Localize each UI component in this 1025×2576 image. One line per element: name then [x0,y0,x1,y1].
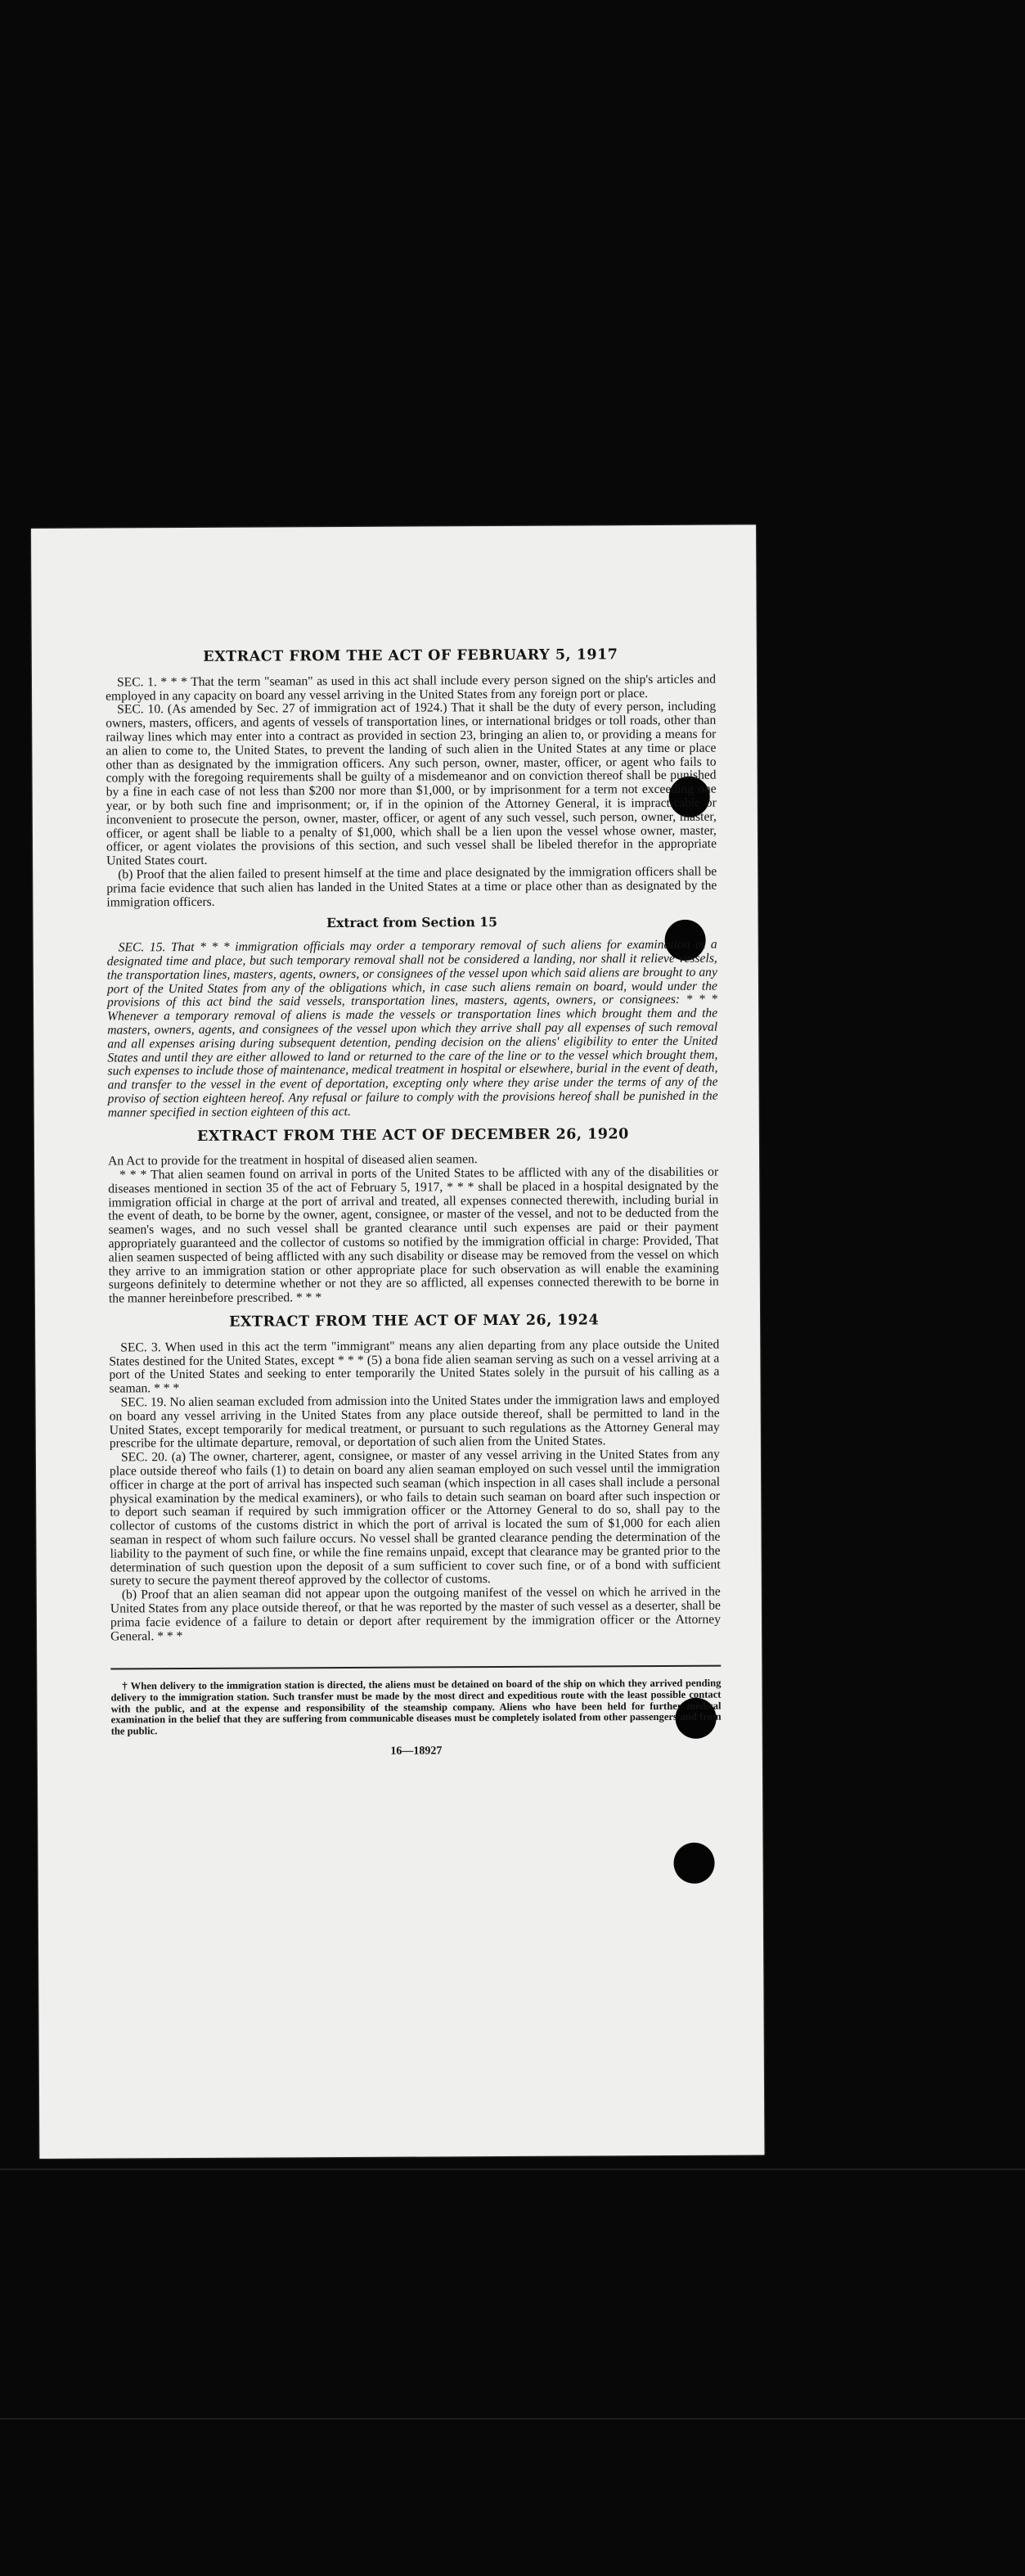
punch-hole [673,1843,714,1884]
sec-20-b-paragraph: (b) Proof that an alien seaman did not appear upon the outgoing manifest of the vessel on which he arrived in the United States from any place outside thereof, or that he was reported by the master of such vessel as a deserter, shall be prima facie evidence of a failure to detain or deport after requirement by the immigration officer or the Attorney General. * * * [110,1584,722,1644]
sec-10-b-paragraph: (b) Proof that the alien failed to present himself at the time and place designated by the immigration officers shall be prima facie evidence that such alien has landed in the United States at a time or place other than as designated by the immigration officers. [106,864,717,910]
sec-1-paragraph: SEC. 1. * * * That the term "seaman" as used in this act shall include every person signed on the ship's articles and employed in any capacity on board any vessel arriving in the United States from any foreign port or place. [106,672,717,704]
document-page [31,525,764,2159]
sec-3-paragraph: SEC. 3. When used in this act the term "immigrant" means any alien departing from any place outside the United States destined for the United States, except * * * (5) a bona fide alien seaman serving as such on a vessel arriving at a port of the United States and seeking to enter temporarily the United States solely in the pursuit of his calling as a seaman. * * * [109,1337,720,1396]
act-1917-section [106,648,718,1120]
act-1917-heading: EXTRACT FROM THE ACT OF FEBRUARY 5, 1917 [203,646,618,665]
footnote [110,1665,721,1737]
sec-10-paragraph: SEC. 10. (As amended by Sec. 27 of immigration act of 1924.) That it shall be the duty of every person, including owners, masters, officers, and agents of vessels of transportation lines, or international bridges or toll roads, other than railway lines which may enter into a contract as provided in section 23, bringing an alien to, or providing a means for an alien to come to, the United States, to prevent the landing of such alien in the United States at any time or place other than as designated by the immigration officers. Any such person, owner, master, officer, or agent who fails to comply with the foregoing requirements shall be guilty of a misdemeanor and on conviction thereof shall be punished by a fine in each case of not less than $200 nor more than $1,000, or by imprisonment for a term not exceeding one year, or by both such fine and imprisonment; or, if in the opinion of the Attorney General, it is impracticable or inconvenient to prosecute the person, owner, master, officer, or agent of any such vessel, such person, owner, master, officer, or agent shall be liable to a penalty of $1,000, which shall be a lien upon the vessel whose owner, master, officer, or agent violates the provisions of this section, and such vessel shall be libeled therefor in the appropriate United States court. [106,700,717,868]
sec-15-paragraph: SEC. 15. That * * * immigration officials may order a temporary removal of such aliens for examination at a designated time and place, but such temporary removal shall not be considered a landing, nor shall it relieve vessels, the transportation lines, masters, agents, owners, or consignees of the vessel upon which said aliens are brought to any port of the United States from any of the obligations which, in case such aliens remain on board, would under the provisions of this act bind the said vessels, transportation lines, masters, agents, owners, or consignees: * * * Whenever a temporary removal of aliens is made the vessels or transportation lines which brought them and the masters, owners, agents, and consignees of the vessel upon which they arrive shall pay all expenses of such removal and all expenses arising during subsequent detention, pending decision on the aliens' eligibility to enter the United States and until they are either allowed to land or returned to the care of the line or to the vessel which brought them, such expenses to include those of maintenance, medical treatment in hospital or elsewhere, burial in the event of death, and transfer to the vessel in the event of deportation, excepting only where they arise under the terms of any of the proviso of section eighteen hereof. Any refusal or failure to comply with the provisions hereof shall be punished in the manner specified in section eighteen of this act. [106,937,718,1120]
section-15-subheading: Extract from Section 15 [326,914,497,931]
act-1920-section [108,1127,719,1306]
act-1920-intro: An Act to provide for the treatment in hospital of diseased alien seamen. [108,1152,478,1169]
act-1920-paragraph: * * * That alien seamen found on arrival in ports of the United States to be afflicted with any of the disabilities or diseases mentioned in section 35 of the act of February 5, 1917, * * * shall be placed in a hospital designated by the immigration official in charge at the port of arrival and treated, all expenses connected therewith, including burial in the event of death, to be borne by the owner, agent, consignee, or master of the vessel, and not to be deducted from the seamen's wages, and no such vessel shall be granted clearance until such expenses are paid or their payment appropriately guaranteed and the collector of customs so notified by the immigration official in charge: Provided, That alien seamen suspected of being afflicted with any such disability or disease may be removed from the vessel on which they arrive to an immigration station or other appropriate place for such observation as will enable the examining surgeons definitely to determine whether or not they are so afflicted, all expenses connected therewith to be borne in the manner hereinbefore prescribed. * * * [108,1164,719,1306]
act-1924-section [109,1313,721,1644]
footnote-text: † When delivery to the immigration station is directed, the aliens must be detained on board of the ship on which they arrived pending delivery to the immigration station. Such transfer must be made by the most direct and expeditious route with the least possible contact with the public, and at the expense and responsibility of the steamship company. Aliens who have been held for further medical examination in the belief that they are suffering from communicable diseases must be completely isolated from other passengers and from the public. [110,1677,722,1737]
form-number: 16—18927 [390,1745,443,1759]
act-1924-heading: EXTRACT FROM THE ACT OF MAY 26, 1924 [228,1312,600,1331]
sec-20-paragraph: SEC. 20. (a) The owner, charterer, agent, consignee, or master of any vessel arriving in the United States from any place outside thereof who fails (1) to detain on board any alien seaman employed on such vessel until the immigration officer in charge at the port of arrival has inspected such seaman (which inspection in all cases shall include a personal physical examination by the medical examiners), or who fails to detain such seaman on board after such inspection or to deport such seaman if required by such immigration officer or the Attorney General to do so, shall pay to the collector of customs of the customs district in which the port of arrival is located the sum of $1,000 for each alien seaman in respect of whom such failure occurs. No vessel shall be granted clearance pending the determination of the liability to the payment of such fine, or while the fine remains unpaid, except that clearance may be granted prior to the determination of such question upon the deposit of a sum sufficient to cover such fine, or of a bond with sufficient surety to secure the payment thereof approved by the collector of customs. [109,1447,721,1588]
document-content [106,648,722,1761]
sec-19-paragraph: SEC. 19. No alien seaman excluded from admission into the United States under the immigration laws and employed on board any vessel arriving in the United States from any place outside thereof, shall be permitted to land in the United States, except temporarily for medical treatment, or pursuant to such regulations as the Attorney General may prescribe for the ultimate departure, removal, or deportation of such alien from the United States. [109,1392,720,1451]
scanner-band [0,2418,1025,2420]
act-1920-heading: EXTRACT FROM THE ACT OF DECEMBER 26, 1920 [196,1125,629,1145]
scanner-band [0,2168,1025,2170]
